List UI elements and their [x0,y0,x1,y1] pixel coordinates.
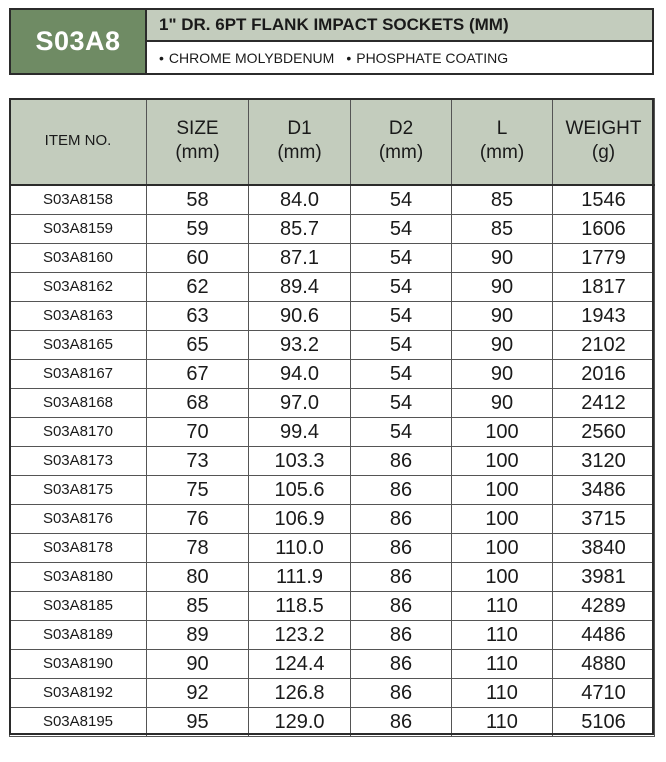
column-header-unit: (g) [591,142,616,164]
item-number-cell: S03A8160 [10,243,147,272]
table-body [10,185,655,737]
feature-list [147,42,652,73]
table-cell: 84.0 [249,185,351,215]
table-cell: 110.0 [249,533,351,562]
table-cell: 110 [452,649,553,678]
table-cell: 92 [147,678,249,707]
table-cell: 90.6 [249,301,351,330]
table-cell: 123.2 [249,620,351,649]
column-header-label: L [496,118,508,140]
column-header [553,99,655,185]
table-cell: 5106 [553,707,655,736]
item-number-cell: S03A8176 [10,504,147,533]
table-cell: 2412 [553,388,655,417]
table-cell: 90 [452,330,553,359]
column-header-unit: (mm) [378,142,424,164]
table-cell: 110 [452,620,553,649]
table-cell: 100 [452,446,553,475]
table-cell: 97.0 [249,388,351,417]
product-title: 1" DR. 6PT FLANK IMPACT SOCKETS (MM) [147,10,652,42]
item-number-cell: S03A8175 [10,475,147,504]
table-cell: 100 [452,475,553,504]
table-cell: 60 [147,243,249,272]
table-cell: 103.3 [249,446,351,475]
table-cell: 118.5 [249,591,351,620]
table-cell: 54 [351,301,452,330]
product-header [9,8,654,75]
table-cell: 86 [351,649,452,678]
table-row [10,649,655,678]
table-cell: 86 [351,678,452,707]
item-number-cell: S03A8190 [10,649,147,678]
column-header-unit: (mm) [277,142,322,164]
table-row [10,417,655,446]
table-cell: 90 [147,649,249,678]
table-cell: 59 [147,214,249,243]
table-cell: 86 [351,591,452,620]
table-cell: 85 [452,185,553,215]
table-cell: 4710 [553,678,655,707]
table-cell: 86 [351,533,452,562]
table-cell: 89 [147,620,249,649]
item-number-cell: S03A8159 [10,214,147,243]
table-cell: 89.4 [249,272,351,301]
feature-item: • CHROME MOLYBDENUM [159,50,334,66]
table-cell: 87.1 [249,243,351,272]
table-cell: 67 [147,359,249,388]
table-cell: 3486 [553,475,655,504]
table-row [10,301,655,330]
table-row [10,707,655,736]
table-cell: 85.7 [249,214,351,243]
column-header-unit: (mm) [479,142,525,164]
table-cell: 100 [452,533,553,562]
table-cell: 124.4 [249,649,351,678]
column-header-label: D2 [388,118,414,140]
table-cell: 99.4 [249,417,351,446]
column-header [10,99,147,185]
table-row [10,214,655,243]
table-cell: 86 [351,446,452,475]
feature-item: • PHOSPHATE COATING [346,50,508,66]
table-cell: 2560 [553,417,655,446]
item-number-cell: S03A8189 [10,620,147,649]
table-cell: 4486 [553,620,655,649]
table-row [10,562,655,591]
table-cell: 85 [147,591,249,620]
table-cell: 90 [452,388,553,417]
table-cell: 62 [147,272,249,301]
header-right [147,10,652,73]
table-row [10,533,655,562]
item-number-cell: S03A8168 [10,388,147,417]
table-cell: 75 [147,475,249,504]
table-cell: 105.6 [249,475,351,504]
table-cell: 1546 [553,185,655,215]
table-cell: 85 [452,214,553,243]
table-cell: 106.9 [249,504,351,533]
item-number-cell: S03A8185 [10,591,147,620]
table-cell: 73 [147,446,249,475]
table-cell: 2016 [553,359,655,388]
table-cell: 1606 [553,214,655,243]
table-cell: 2102 [553,330,655,359]
table-cell: 110 [452,591,553,620]
table-cell: 111.9 [249,562,351,591]
table-cell: 1779 [553,243,655,272]
table-cell: 100 [452,417,553,446]
table-row [10,591,655,620]
table-row [10,475,655,504]
table-cell: 86 [351,475,452,504]
item-number-cell: S03A8163 [10,301,147,330]
table-cell: 129.0 [249,707,351,736]
table-row [10,678,655,707]
column-header-label: SIZE [176,118,219,140]
column-header-label: WEIGHT [565,118,642,140]
table-cell: 90 [452,359,553,388]
table-cell: 3840 [553,533,655,562]
table-cell: 54 [351,417,452,446]
table-cell: 54 [351,243,452,272]
table-row [10,446,655,475]
table-cell: 80 [147,562,249,591]
item-number-cell: S03A8192 [10,678,147,707]
table-cell: 93.2 [249,330,351,359]
item-number-cell: S03A8195 [10,707,147,736]
table-cell: 3981 [553,562,655,591]
table-cell: 54 [351,359,452,388]
table-cell: 54 [351,388,452,417]
table-row [10,330,655,359]
table-cell: 78 [147,533,249,562]
table-cell: 54 [351,214,452,243]
table-cell: 76 [147,504,249,533]
item-number-cell: S03A8180 [10,562,147,591]
table-cell: 65 [147,330,249,359]
table-cell: 63 [147,301,249,330]
table-cell: 1943 [553,301,655,330]
column-header [452,99,553,185]
table-cell: 86 [351,707,452,736]
item-number-cell: S03A8170 [10,417,147,446]
table-cell: 54 [351,272,452,301]
table-cell: 90 [452,243,553,272]
table-row [10,359,655,388]
table-row [10,185,655,215]
table-cell: 126.8 [249,678,351,707]
table-cell: 1817 [553,272,655,301]
item-number-cell: S03A8173 [10,446,147,475]
table-cell: 90 [452,301,553,330]
table-cell: 54 [351,185,452,215]
spec-table [9,98,655,737]
column-header [351,99,452,185]
table-cell: 70 [147,417,249,446]
column-header-label: ITEM NO. [44,132,112,150]
table-cell: 100 [452,504,553,533]
table-cell: 58 [147,185,249,215]
table-cell: 4880 [553,649,655,678]
table-cell: 86 [351,620,452,649]
item-number-cell: S03A8162 [10,272,147,301]
product-code: S03A8 [11,10,147,73]
column-header [147,99,249,185]
item-number-cell: S03A8165 [10,330,147,359]
table-cell: 4289 [553,591,655,620]
item-number-cell: S03A8178 [10,533,147,562]
table-cell: 3715 [553,504,655,533]
table-header-row [10,99,655,185]
table-row [10,243,655,272]
table-cell: 86 [351,504,452,533]
item-number-cell: S03A8158 [10,185,147,215]
table-row [10,504,655,533]
table-cell: 90 [452,272,553,301]
table-row [10,272,655,301]
table-row [10,620,655,649]
table-cell: 94.0 [249,359,351,388]
table-cell: 100 [452,562,553,591]
column-header [249,99,351,185]
item-number-cell: S03A8167 [10,359,147,388]
table-cell: 68 [147,388,249,417]
table-cell: 54 [351,330,452,359]
column-header-label: D1 [287,118,312,140]
table-cell: 95 [147,707,249,736]
table-cell: 86 [351,562,452,591]
table-row [10,388,655,417]
table-cell: 110 [452,678,553,707]
column-header-unit: (mm) [175,142,220,164]
table-cell: 3120 [553,446,655,475]
table-cell: 110 [452,707,553,736]
